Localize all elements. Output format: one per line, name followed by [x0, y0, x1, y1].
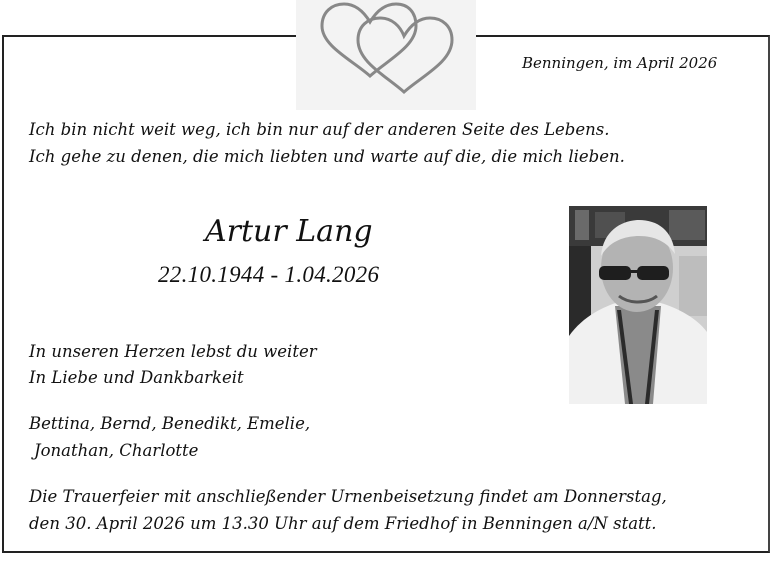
deceased-name: Artur Lang — [205, 214, 373, 249]
family-names-line-1: Bettina, Bernd, Benedikt, Emelie, — [29, 414, 311, 433]
life-dates: 22.10.1944 - 1.04.2026 — [158, 262, 380, 287]
place-date: Benningen, im April 2026 — [522, 54, 718, 72]
ceremony-line-1: Die Trauerfeier mit anschließender Urnenbeisetzung findet am Donnerstag, — [29, 487, 667, 506]
family-names-line-2: Jonathan, Charlotte — [34, 441, 199, 460]
ceremony-line-2: den 30. April 2026 um 13.30 Uhr auf dem Friedhof in Benningen a/N statt. — [29, 514, 657, 533]
two-hearts-icon — [312, 0, 462, 100]
remembrance-line-1: In unseren Herzen lebst du weiter — [29, 342, 317, 361]
quote-line-1: Ich bin nicht weit weg, ich bin nur auf der anderen Seite des Lebens. — [29, 120, 610, 139]
quote-line-2: Ich gehe zu denen, die mich liebten und warte auf die, die mich lieben. — [29, 147, 625, 166]
portrait-photo — [569, 206, 707, 404]
remembrance-line-2: In Liebe und Dankbarkeit — [29, 368, 244, 387]
